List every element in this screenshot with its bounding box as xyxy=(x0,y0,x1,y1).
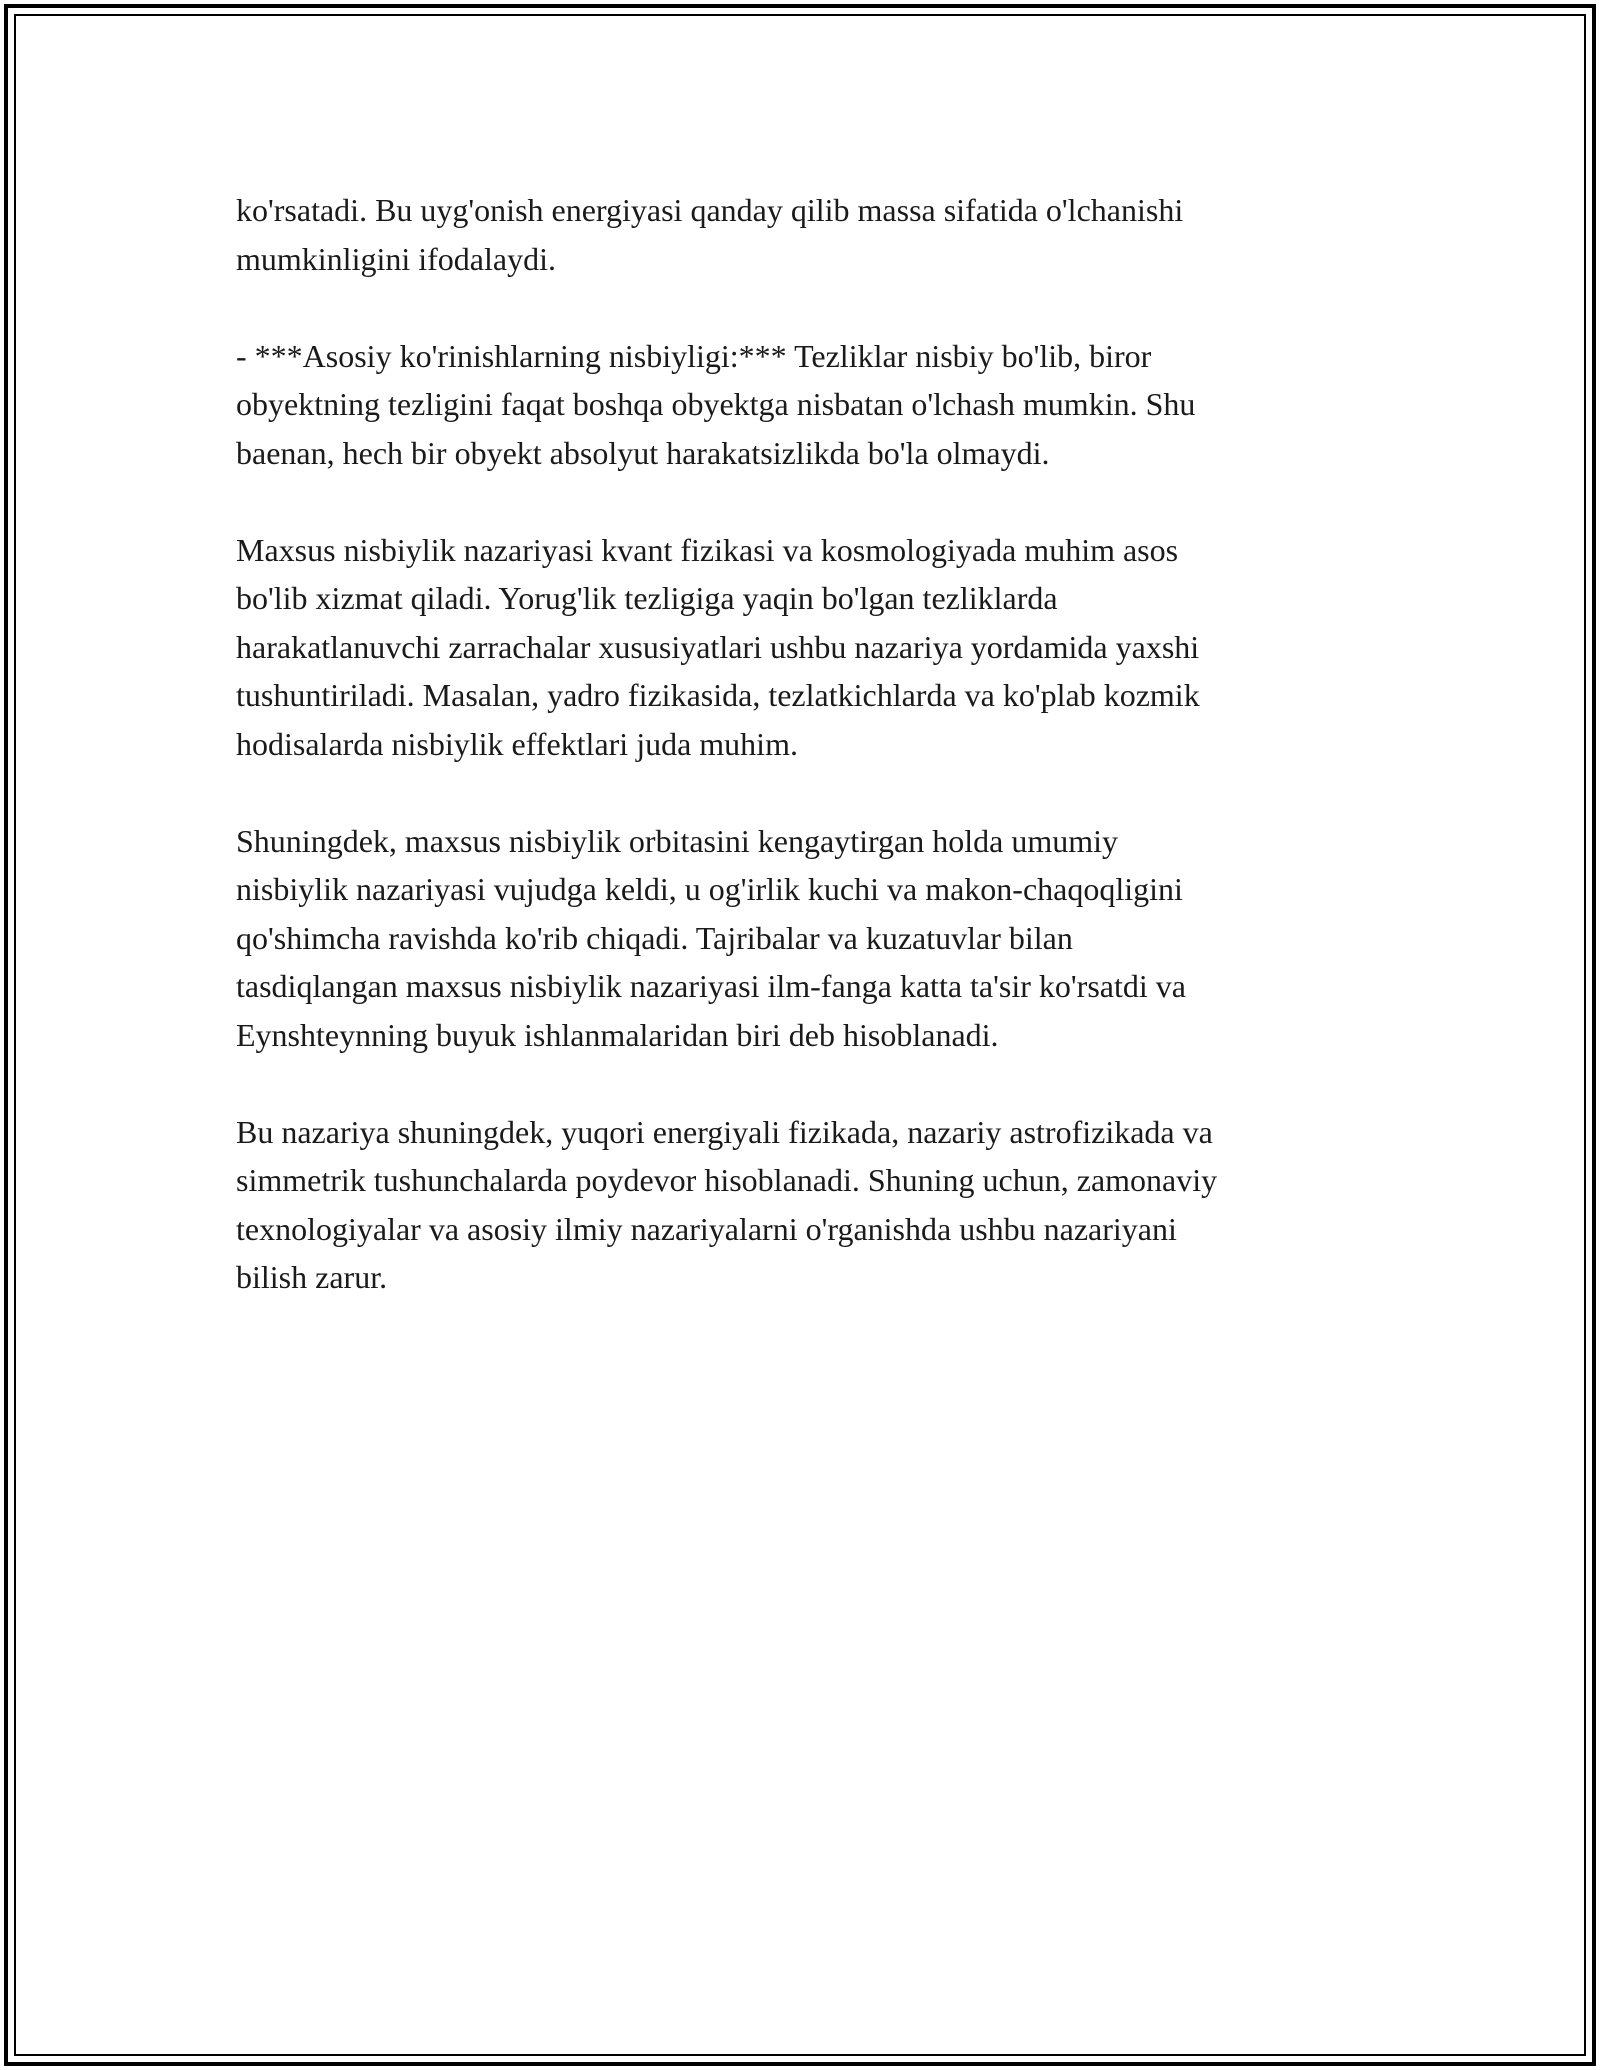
paragraph-general-relativity: Shuningdek, maxsus nisbiylik orbitasini kengaytirgan holda umumiy nisbiylik nazariyasi vujudga keldi, u og'irlik kuchi va makon-chaqoqligini qo'shimcha ravishda ko'rib chiqadi. Tajribalar va kuzatuvlar bilan tasdiqlangan maxsus nisbiylik nazariyasi ilm-fanga katta ta'sir ko'rsatdi va Eynshteynning buyuk ishlanmalaridan biri deb hisoblanadi. xyxy=(236,822,1186,1053)
paragraph-conclusion: Bu nazariya shuningdek, yuqori energiyali fizikada, nazariy astrofizikada va simmetrik tushunchalarda poydevor hisoblanadi. Shuning uchun, zamonaviy texnologiyalar va asosiy ilmiy nazariyalarni o'rganishda ushbu nazariyani bilish zarur. xyxy=(236,1113,1218,1295)
paragraph-mass-energy: ko'rsatadi. Bu uyg'onish energiyasi qanday qilib massa sifatida o'lchanishi mumkinligini ifodalaydi. xyxy=(236,192,1184,277)
paragraph-applications: Maxsus nisbiylik nazariyasi kvant fizikasi va kosmologiyada muhim asos bo'lib xizmat qiladi. Yorug'lik tezligiga yaqin bo'lgan tezliklarda harakatlanuvchi zarrachalar xususiyatlari ushbu nazariya yordamida yaxshi tushuntiriladi. Masalan, yadro fizikasida, tezlatkichlarda va ko'plab kozmik hodisalarda nisbiylik effektlari juda muhim. xyxy=(236,531,1200,762)
document-body xyxy=(236,186,1376,1350)
paragraph-relativity-of-motion: - ***Asosiy ko'rinishlarning nisbiyligi:*** Tezliklar nisbiy bo'lib, biror obyektning tezligini faqat boshqa obyektga nisbatan o'lchash mumkin. Shu baenan, hech bir obyekt absolyut harakatsizlikda bo'la olmaydi. xyxy=(236,337,1196,471)
